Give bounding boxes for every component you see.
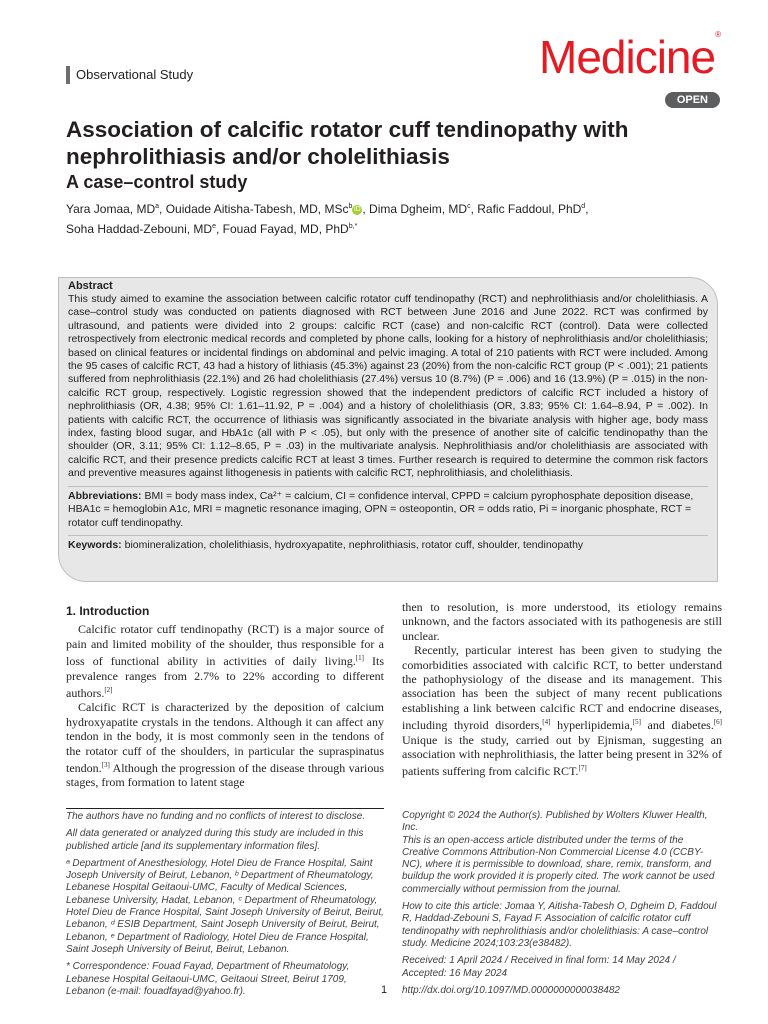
data-availability-note: All data generated or analyzed during this study are included in this published article [and its supplementary information files]. — [66, 828, 364, 852]
page-number: 1 — [380, 984, 388, 996]
author-name: , Dima Dgheim, MD — [362, 202, 468, 216]
citation-link[interactable]: [3] — [101, 761, 110, 770]
keywords-text: biomineralization, cholelithiasis, hydroxyapatite, nephrolithiasis, rotator cuff, shoulder, tendinopathy — [124, 538, 584, 551]
citation-link[interactable]: [4] — [542, 718, 551, 727]
author-name: , Ouidade Aitisha-Tabesh, MD, MSc — [159, 202, 349, 216]
footnotes-left — [66, 808, 384, 1003]
affiliation-mark: d — [581, 203, 586, 210]
journal-logo — [539, 30, 720, 84]
article-subtitle: A case–control study — [66, 172, 248, 192]
citation-link[interactable]: [2] — [104, 686, 113, 695]
affiliations: ᵃ Department of Anesthesiology, Hotel Dieu de France Hospital, Saint Joseph University of Beirut, Lebanon, ᵇ Department of Rheumatology, Lebanese Hospital Geitaoui-UMC, Faculty of Medical Sciences, Lebanese University, Hadat, Lebanon, ᶜ Department of Rheumatology, Hotel Dieu de France Hospital, Saint Joseph University of Beirut, Beirut, Lebanon, ᵈ ESIB Department, Saint Joseph University of Beirut, Beirut, Lebanon, ᵉ Department of Radiology, Hotel Dieu de France Hospital, Saint Joseph University of Beirut, Beirut, Lebanon. — [66, 857, 384, 955]
affiliation-mark: b,* — [348, 223, 358, 230]
abbreviations-text: BMI = body mass index, Ca²⁺ = calcium, CI = confidence interval, CPPD = calcium pyrophosphate deposition disease, HBA1c = hemoglobin A1c, MRI = magnetic resonance imaging, OPN = osteopontin, OR = odds ratio, Pi = inorganic phosphate, RCT = rotator cuff tendinopathy. — [68, 489, 694, 529]
paragraph: Recently, particular interest has been given to studying the comorbidities associated with calcific RCT, to better understand the pathophysiology of the disease and its management. This association has been the subject of many recent publications establishing a link between calcific RCT and endocrine diseases, including thyroid disorders,[4] hyperlipidemia,[5] and diabetes.[6] Unique is the study, carried out by Ejnisman, suggesting an association with nephrolithiasis, the latter being present in 32% of patients suffering from calcific RCT.[7] — [402, 643, 722, 779]
paragraph: then to resolution, is more understood, its etiology remains unknown, and the factors associated with its pathogenesis are still unclear. — [402, 600, 722, 643]
open-access-badge: OPEN — [665, 92, 720, 108]
license-note: This is an open-access article distributed under the terms of the Creative Commons Attribution-Non Commercial License 4.0 (CCBY-NC), where it is permissible to download, share, remix, transform, and buildup the work provided it is properly cited. The work cannot be used commercially without permission from the journal. — [402, 834, 715, 895]
citation-link[interactable]: [5] — [632, 718, 641, 727]
abstract-text: This study aimed to examine the association between calcific rotator cuff tendinopathy (RCT) and nephrolithiasis and/or cholelithiasis. A case–control study was conducted on patients diagnosed with RCT between June 2016 and June 2022. RCT was confirmed by ultrasound, and patients were divided into 2 groups: calcific RCT (case) and non-calcific RCT (control). Data were collected retrospectively from electronic medical records and completed by phone calls, looking for a history of nephrolithiasis and/or cholelithiasis; based on clinical features or incidental findings on abdominal and pelvic imaging. A total of 210 patients with RCT were included. Among the 95 cases of calcific RCT, 43 had a history of lithiasis (45.3%) against 23 (20%) from the non-calcific RCT group (P < .001); 21 patients suffered from nephrolithiasis (22.1%) and 26 had cholelithiasis (27.4%) versus 10 (8.7%) (P = .006) and 16 (13.9%) (P = .015) in the non-calcific RCT group, respectively. Logistic regression showed that the independent predictors of calcific RCT included a history of nephrolithiasis (OR, 4.38; 95% CI: 1.61–11.92, P = .004) and a history of cholelithiasis (OR, 3.83; 95% CI: 1.64–8.94, P = .002). In patients with calcific RCT, the occurrence of lithiasis was significantly associated in the bivariate analysis with higher age, body mass index, fasting blood sugar, and HbA1c (all with P < .05), but only with the presence of another site of calcific tendinopathy than the shoulder (OR, 3.11; 95% CI: 1.12–8.65, P = .03) in the multivariate analysis. Nephrolithiasis and/or cholelithiasis are associated with calcific RCT, and their presence predicts calcific RCT at least 3 times. Further research is required to determine the common risk factors and preventive measures against lithogenesis in patients with calcific RCT, nephrolithiasis, and cholelithiasis. — [68, 293, 708, 480]
abstract-divider — [68, 535, 708, 536]
funding-note: The authors have no funding and no conflicts of interest to disclose. — [66, 811, 366, 822]
section-heading: 1. Introduction — [66, 604, 150, 618]
section-label: Observational Study — [66, 66, 193, 84]
footnotes-right — [402, 808, 722, 1002]
body-column-left — [66, 604, 384, 790]
doi-link[interactable]: http://dx.doi.org/10.1097/MD.0000000000038482 — [402, 984, 620, 996]
abstract-divider — [68, 486, 708, 487]
journal-name: Medicine — [539, 31, 716, 83]
keywords-label: Keywords: — [68, 538, 122, 551]
abstract-heading: Abstract — [68, 280, 113, 292]
paragraph: Calcific rotator cuff tendinopathy (RCT) is a major source of pain and limited mobility of the shoulder, thus responsible for a loss of functional ability in activities of daily living.[1] Its prevalence ranges from 2.7% to 22% according to different authors.[2] — [66, 622, 384, 701]
copyright-note: Copyright © 2024 the Author(s). Published by Wolters Kluwer Health, Inc. — [402, 810, 708, 834]
correspondence: * Correspondence: Fouad Fayad, Department of Rheumatology, Lebanese Hospital Geitaoui-UMC, Geitaoui Street, Beirut 1709, Lebanon (e-mail: fouadfayad@yahoo.fr). — [66, 961, 350, 997]
citation-link[interactable]: [1] — [355, 654, 364, 663]
author-separator: , — [585, 202, 589, 216]
citation-link[interactable]: [7] — [578, 764, 587, 773]
author-name: , Rafic Faddoul, PhD — [470, 202, 582, 216]
abbreviations — [68, 490, 708, 530]
orcid-icon[interactable]: iD — [354, 205, 361, 213]
abbreviations-label: Abbreviations: — [68, 489, 142, 502]
affiliation-mark: b — [348, 203, 353, 210]
affiliation-mark: a — [155, 203, 160, 210]
paragraph: Calcific RCT is characterized by the deposition of calcium hydroxyapatite crystals in the tendons. Although it can affect any tendon in the body, it is most commonly seen in the tendons of the rotator cuff of the shoulders, in particular the supraspinatus tendon.[3] Although the progression of the disease through various stages, from formation to latent stage — [66, 700, 384, 790]
citation-note: How to cite this article: Jomaa Y, Aitisha-Tabesh O, Dgheim D, Faddoul R, Haddad-Zebouni S, Fayad F. Association of calcific rotator cuff tendinopathy with nephrolithiasis and/or cholelithiasis: A case–control study. Medicine 2024;103:23(e38482). — [402, 901, 717, 949]
citation-link[interactable]: [6] — [713, 718, 722, 727]
registered-mark: ® — [715, 30, 720, 39]
body-column-right — [402, 600, 722, 779]
author-name: Yara Jomaa, MD — [66, 202, 156, 216]
affiliation-mark: c — [467, 203, 471, 210]
author-name: Soha Haddad-Zebouni, MD — [66, 222, 213, 236]
author-name: , Fouad Fayad, MD, PhD — [216, 222, 349, 236]
abstract-box — [58, 277, 718, 582]
affiliation-mark: e — [212, 223, 216, 230]
author-list — [66, 198, 706, 238]
article-title: Association of calcific rotator cuff tendinopathy with nephrolithiasis and/or cholelithiasis — [66, 117, 629, 169]
received-dates: Received: 1 April 2024 / Received in final form: 14 May 2024 / Accepted: 16 May 2024 — [402, 955, 676, 979]
keywords — [68, 539, 708, 552]
